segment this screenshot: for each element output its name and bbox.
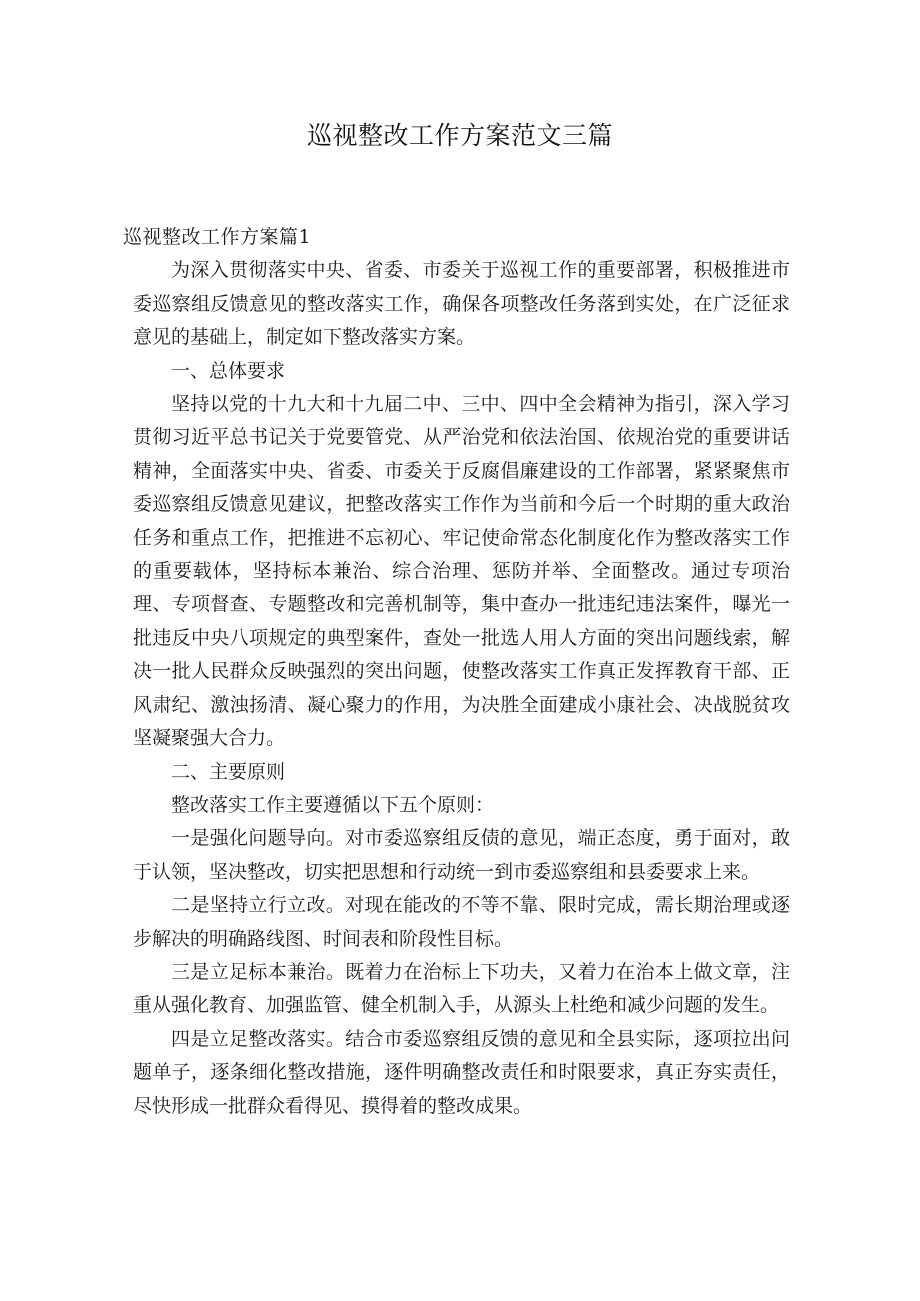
- paragraph-general-requirements: 坚持以党的十九大和十九届二中、三中、四中全会精神为指引，深入学习贯彻习近平总书记关于党要管党、从严治党和依法治国、依规治党的重要讲话精神，全面落实中央、省委、市委关于反腐倡廉建设的工作部署，紧紧聚焦市委巡察组反馈意见建议，把整改落实工作作为当前和今后一个时期的重大政治任务和重点工作，把推进不忘初心、牢记使命常态化制度化作为整改落实工作的重要载体，坚持标本兼治、综合治理、惩防并举、全面整改。通过专项治理、专项督查、专题整改和完善机制等，集中查办一批违纪违法案件，曝光一批违反中央八项规定的典型案件，查处一批选人用人方面的突出问题线索，解决一批人民群众反映强烈的突出问题，使整改落实工作真正发挥教育干部、正风肃纪、激浊扬清、凝心聚力的作用，为决胜全面建成小康社会、决战脱贫攻坚凝聚强大合力。: [133, 393, 790, 750]
- document-body: [123, 221, 790, 1123]
- paragraph-principle-1: 一是强化问题导向。对市委巡察组反债的意见，端正态度，勇于面对，敢于认领，坚决整改，切实把思想和行动统一到市委巡察组和县委要求上来。: [133, 827, 790, 883]
- paragraph-principles-intro: 整改落实工作主要遵循以下五个原则：: [171, 793, 495, 816]
- paragraph-principle-3: 三是立足标本兼治。既着力在治标上下功夫，又着力在治本上做文章，注重从强化教育、加强监管、健全机制入手，从源头上杜绝和减少问题的发生。: [133, 960, 790, 1017]
- heading-general-requirements: 一、总体要求: [171, 359, 286, 382]
- paragraph-principle-2: 二是坚持立行立改。对现在能改的不等不靠、限时完成，需长期治理或逐步解决的明确路线图、时间表和阶段性目标。: [133, 894, 790, 950]
- paragraph-principle-4: 四是立足整改落实。结合市委巡察组反馈的意见和全县实际，逐项拉出问题单子，逐条细化整改措施，逐件明确整改责任和时限要求，真正夯实责任，尽快形成一批群众看得见、摸得着的整改成果。: [133, 1027, 790, 1117]
- heading-main-principles: 二、主要原则: [171, 760, 286, 783]
- document-title: 巡视整改工作方案范文三篇: [306, 121, 613, 150]
- section-title: 巡视整改工作方案篇1: [123, 226, 312, 248]
- paragraph-intro: 为深入贯彻落实中央、省委、市委关于巡视工作的重要部署，积极推进市委巡察组反馈意见的整改落实工作，确保各项整改任务落到实处，在广泛征求意见的基础上，制定如下整改落实方案。: [133, 259, 790, 349]
